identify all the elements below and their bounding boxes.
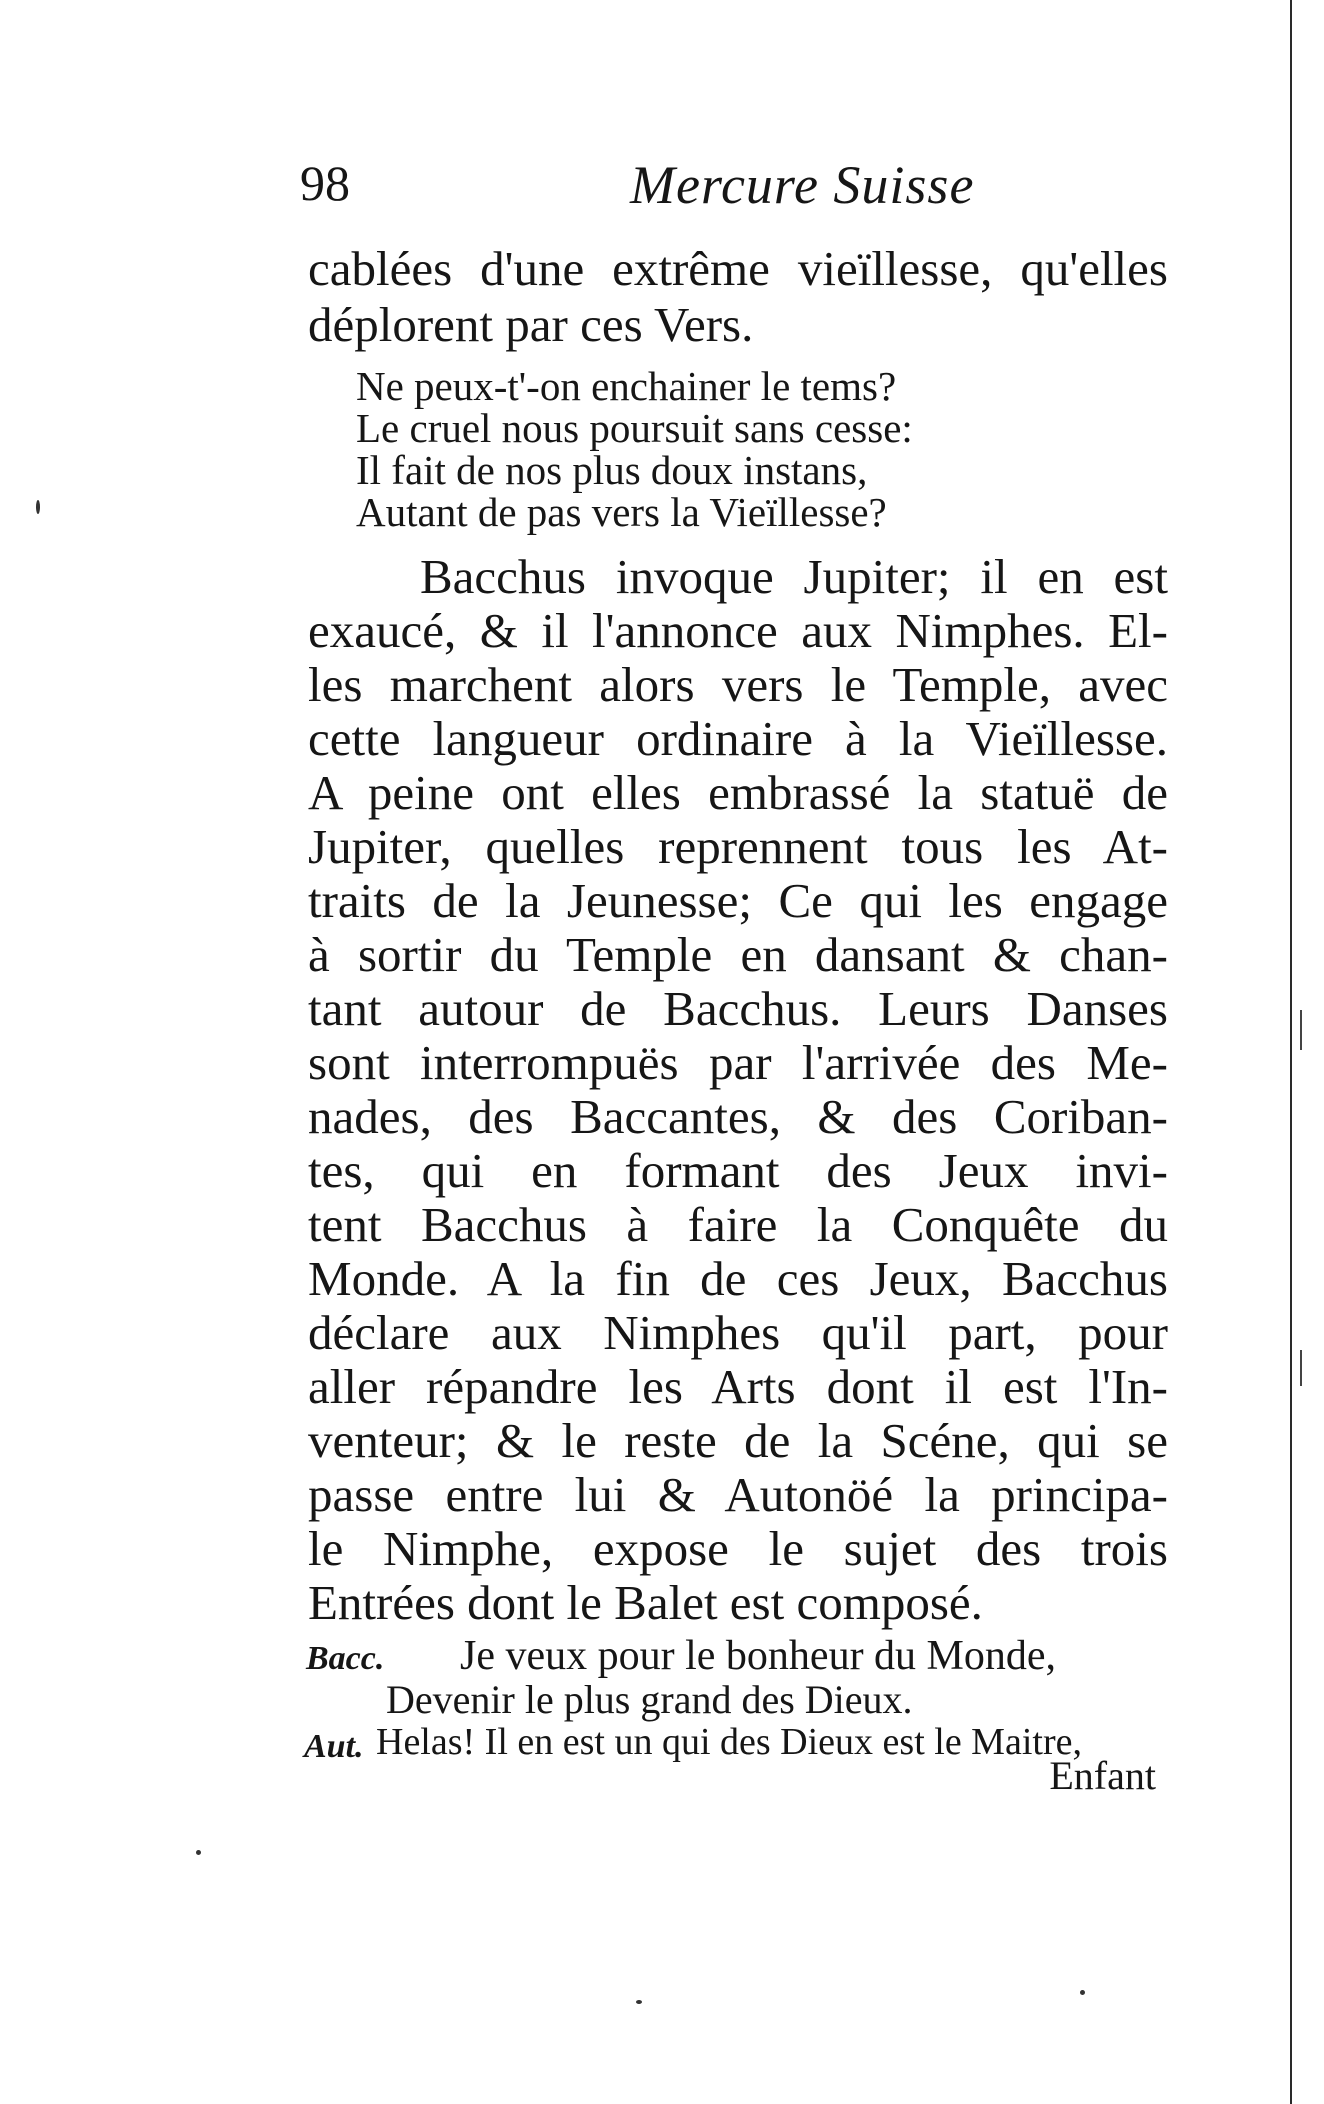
prose-line: passe entre lui & Autonöé la principa- xyxy=(308,1467,1168,1522)
running-title: Mercure Suisse xyxy=(630,155,975,215)
ink-speck xyxy=(1080,1990,1085,1995)
dialogue-block xyxy=(300,1632,1180,1765)
ink-speck xyxy=(636,2000,642,2004)
prose-line: Monde. A la fin de ces Jeux, Bacchus xyxy=(308,1251,1168,1306)
prose-line: tes, qui en formant des Jeux invi- xyxy=(308,1143,1168,1198)
gutter-mark xyxy=(1300,1010,1302,1050)
prose-line: exaucé, & il l'annonce aux Nimphes. El- xyxy=(308,603,1168,658)
catchword: Enfant xyxy=(1049,1753,1156,1798)
prose-line: déclare aux Nimphes qu'il part, pour xyxy=(308,1305,1168,1360)
prose-line: cette langueur ordinaire à la Vieïllesse. xyxy=(308,711,1168,766)
prose-line: A peine ont elles embrassé la statuë de xyxy=(308,765,1168,820)
prose-line: sont interrompuës par l'arrivée des Me- xyxy=(308,1035,1168,1090)
page-number: 98 xyxy=(300,155,350,211)
ink-speck xyxy=(196,1850,201,1855)
prose-line: Bacchus invoque Jupiter; il en est xyxy=(420,549,1168,604)
gutter-mark xyxy=(1300,1350,1302,1386)
speaker-label: Aut. xyxy=(304,1728,364,1765)
prose-line: à sortir du Temple en dansant & chan- xyxy=(308,927,1168,982)
verse-line: Il fait de nos plus doux instans, xyxy=(356,447,868,493)
prose-line: Entrées dont le Balet est composé. xyxy=(308,1575,983,1630)
prose-line: déplorent par ces Vers. xyxy=(308,297,754,352)
ink-speck xyxy=(36,500,40,514)
speaker-label: Bacc. xyxy=(306,1640,385,1677)
prose-line: nades, des Baccantes, & des Coriban- xyxy=(308,1089,1168,1144)
verse-line: Le cruel nous poursuit sans cesse: xyxy=(356,405,913,451)
page-header xyxy=(300,154,1020,214)
speech-line: Helas! Il en est un qui des Dieux est le Maitre, xyxy=(376,1721,1082,1763)
prose-line: les marchent alors vers le Temple, avec xyxy=(308,657,1168,712)
prose-line: tent Bacchus à faire la Conquête du xyxy=(308,1197,1168,1252)
verse-line: Ne peux-t'-on enchainer le tems? xyxy=(356,363,897,409)
speech-line: Devenir le plus grand des Dieux. xyxy=(386,1677,913,1722)
speech-line: Je veux pour le bonheur du Monde, xyxy=(460,1633,1057,1679)
prose-line: tant autour de Bacchus. Leurs Danses xyxy=(308,981,1168,1036)
gutter-edge-line xyxy=(1290,0,1292,2104)
verse-line: Autant de pas vers la Vieïllesse? xyxy=(356,489,887,535)
prose-line: le Nimphe, expose le sujet des trois xyxy=(308,1521,1168,1576)
prose-line: traits de la Jeunesse; Ce qui les engage xyxy=(308,873,1168,928)
prose-line: aller répandre les Arts dont il est l'In- xyxy=(308,1359,1168,1414)
prose-line: cablées d'une extrême vieïllesse, qu'elles xyxy=(308,241,1168,296)
prose-line: venteur; & le reste de la Scéne, qui se xyxy=(308,1413,1168,1468)
prose-line: Jupiter, quelles reprennent tous les At- xyxy=(308,819,1168,874)
